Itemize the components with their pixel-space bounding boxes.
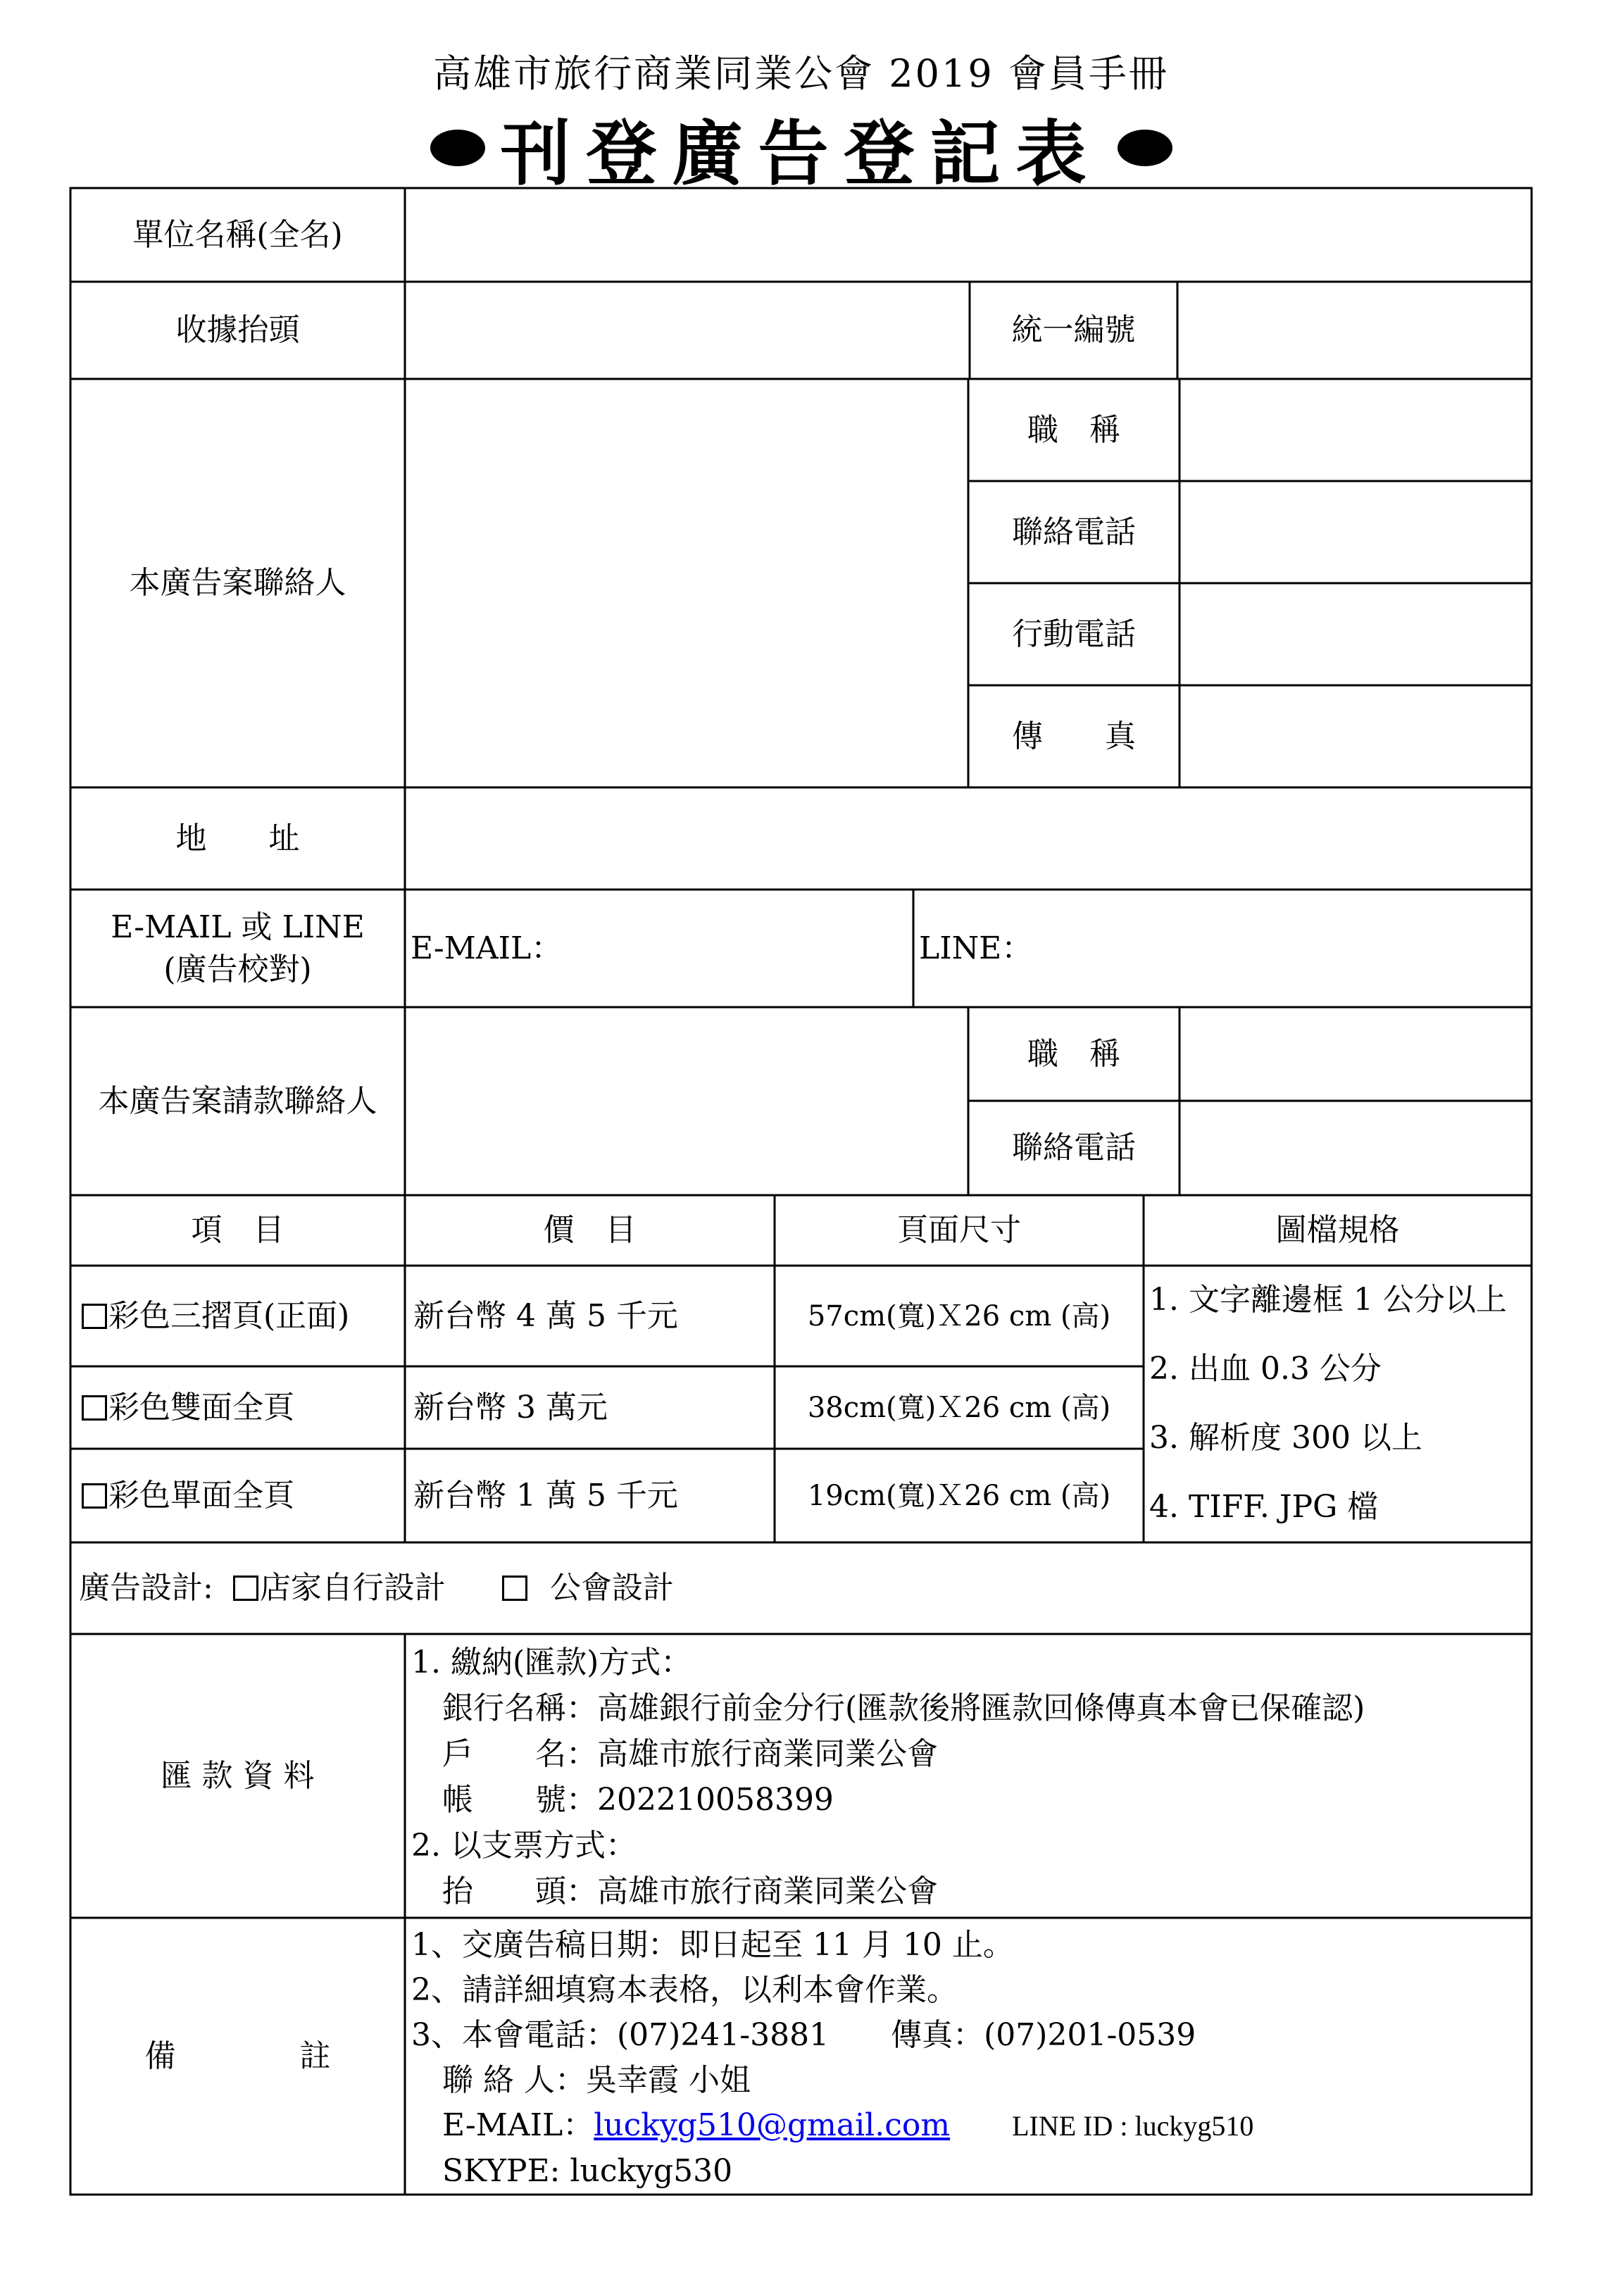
header-price: 價 目: [543, 1212, 637, 1249]
notes-line: 2、請詳細填寫本表格，以利本會作業。: [411, 1972, 958, 2008]
label-contact-phone: 聯絡電話: [1012, 513, 1136, 550]
size-value: 19cm(寬)Ｘ26 cm (高): [807, 1479, 1111, 1512]
line-field-label: LINE：: [919, 930, 1033, 966]
email-field-label: E-MAIL：: [411, 930, 563, 966]
price-value: 新台幣 1 萬 5 千元: [413, 1477, 678, 1514]
spec-item: 2. 出血 0.3 公分: [1149, 1351, 1382, 1387]
notes-info: [411, 1923, 1253, 2194]
size-value: 57cm(寬)Ｘ26 cm (高): [807, 1299, 1111, 1333]
checkbox[interactable]: [502, 1576, 527, 1601]
spec-item: 4. TIFF. JPG 檔: [1149, 1489, 1379, 1525]
line-field[interactable]: [913, 890, 1532, 1007]
remittance-line: 抬 頭：高雄市旅行商業同業公會: [411, 1873, 938, 1909]
checkbox[interactable]: [82, 1483, 107, 1509]
address-field[interactable]: [405, 787, 1532, 890]
item-option-single[interactable]: [70, 1449, 405, 1542]
label-email-line: [70, 890, 405, 1007]
label-billing-job-title: 職 稱: [1027, 1035, 1120, 1072]
label-unit-name: 單位名稱(全名): [132, 216, 343, 253]
remittance-line: 2. 以支票方式：: [411, 1828, 637, 1864]
checkbox[interactable]: [233, 1576, 258, 1601]
label-billing-phone: 聯絡電話: [1012, 1130, 1136, 1166]
remittance-line: 1. 繳納(匯款)方式：: [411, 1645, 692, 1680]
email-field[interactable]: [405, 890, 913, 1007]
contact-phone-field[interactable]: [1179, 481, 1532, 583]
tax-id-field[interactable]: [1177, 282, 1532, 379]
notes-line: 3、本會電話：(07)241-3881 傳真：(07)201-0539: [411, 2017, 1196, 2053]
billing-job-title-field[interactable]: [1179, 1007, 1532, 1101]
notes-email-line: [411, 2103, 1253, 2149]
notes-email-label: E-MAIL：: [411, 2107, 594, 2143]
design-option-assoc[interactable]: 公會設計: [549, 1570, 674, 1606]
design-row: [70, 1542, 1532, 1634]
checkbox[interactable]: [82, 1395, 107, 1421]
label-job-title: 職 稱: [1027, 411, 1120, 448]
notes-line: 1、交廣告稿日期：即日起至 11 月 10 止。: [411, 1927, 1014, 1963]
spec-item: 3. 解析度 300 以上: [1149, 1420, 1422, 1456]
job-title-field[interactable]: [1179, 379, 1532, 481]
header-size: 頁面尺寸: [897, 1212, 1021, 1249]
label-email-line-2: (廣告校對): [163, 951, 312, 987]
item-option-double[interactable]: [70, 1366, 405, 1449]
remittance-line: 銀行名稱：高雄銀行前金分行(匯款後將匯款回條傳真本會已保確認): [411, 1690, 1365, 1726]
line-id-text: LINE ID : luckyg510: [1012, 2110, 1254, 2142]
label-billing-contact: 本廣告案請款聯絡人: [98, 1083, 377, 1119]
remittance-info: [411, 1640, 1365, 1914]
header-spec: 圖檔規格: [1275, 1212, 1400, 1249]
size-value: 38cm(寬)Ｘ26 cm (高): [807, 1391, 1111, 1424]
header-item: 項 目: [191, 1212, 284, 1249]
unit-name-field[interactable]: [405, 188, 1532, 282]
label-notes: 備 註: [144, 2038, 331, 2074]
remittance-line: 戶 名：高雄市旅行商業同業公會: [411, 1736, 938, 1772]
item-option-trifold[interactable]: [70, 1266, 405, 1366]
item-label: 彩色雙面全頁: [108, 1389, 294, 1425]
label-fax: 傳 真: [1012, 718, 1136, 754]
spec-list: [1149, 1266, 1507, 1542]
contact-person-field[interactable]: [405, 379, 968, 787]
remittance-line: 帳 號：202210058399: [411, 1782, 834, 1818]
label-contact-person: 本廣告案聯絡人: [129, 565, 346, 601]
billing-contact-field[interactable]: [405, 1007, 968, 1195]
notes-line: 聯 絡 人：吳幸霞 小姐: [411, 2062, 751, 2098]
page-title: 高雄市旅行商業同業公會 2019 會員手冊: [433, 51, 1169, 96]
label-tax-id: 統一編號: [1011, 312, 1136, 349]
checkbox[interactable]: [82, 1304, 107, 1329]
email-link[interactable]: luckyg510@gmail.com: [594, 2107, 951, 2143]
label-mobile-phone: 行動電話: [1012, 616, 1136, 652]
item-label: 彩色單面全頁: [108, 1477, 294, 1514]
label-remittance: 匯 款 資 料: [161, 1757, 315, 1794]
item-label: 彩色三摺頁(正面): [108, 1297, 350, 1334]
spec-item: 1. 文字離邊框 1 公分以上: [1149, 1282, 1507, 1318]
receipt-title-field[interactable]: [405, 282, 970, 379]
design-option-store[interactable]: 店家自行設計: [259, 1570, 446, 1606]
notes-skype: SKYPE: luckyg530: [411, 2153, 733, 2189]
fax-field[interactable]: [1179, 685, 1532, 787]
price-value: 新台幣 4 萬 5 千元: [413, 1297, 678, 1334]
design-label: 廣告設計:: [79, 1570, 213, 1606]
label-address: 地 址: [175, 820, 300, 856]
billing-phone-field[interactable]: [1179, 1101, 1532, 1195]
price-value: 新台幣 3 萬元: [413, 1389, 608, 1425]
label-email-line-1: E-MAIL 或 LINE: [111, 909, 365, 946]
label-receipt-title: 收據抬頭: [175, 312, 300, 349]
form-title: 刊登廣告登記表: [500, 112, 1102, 195]
mobile-phone-field[interactable]: [1179, 583, 1532, 685]
